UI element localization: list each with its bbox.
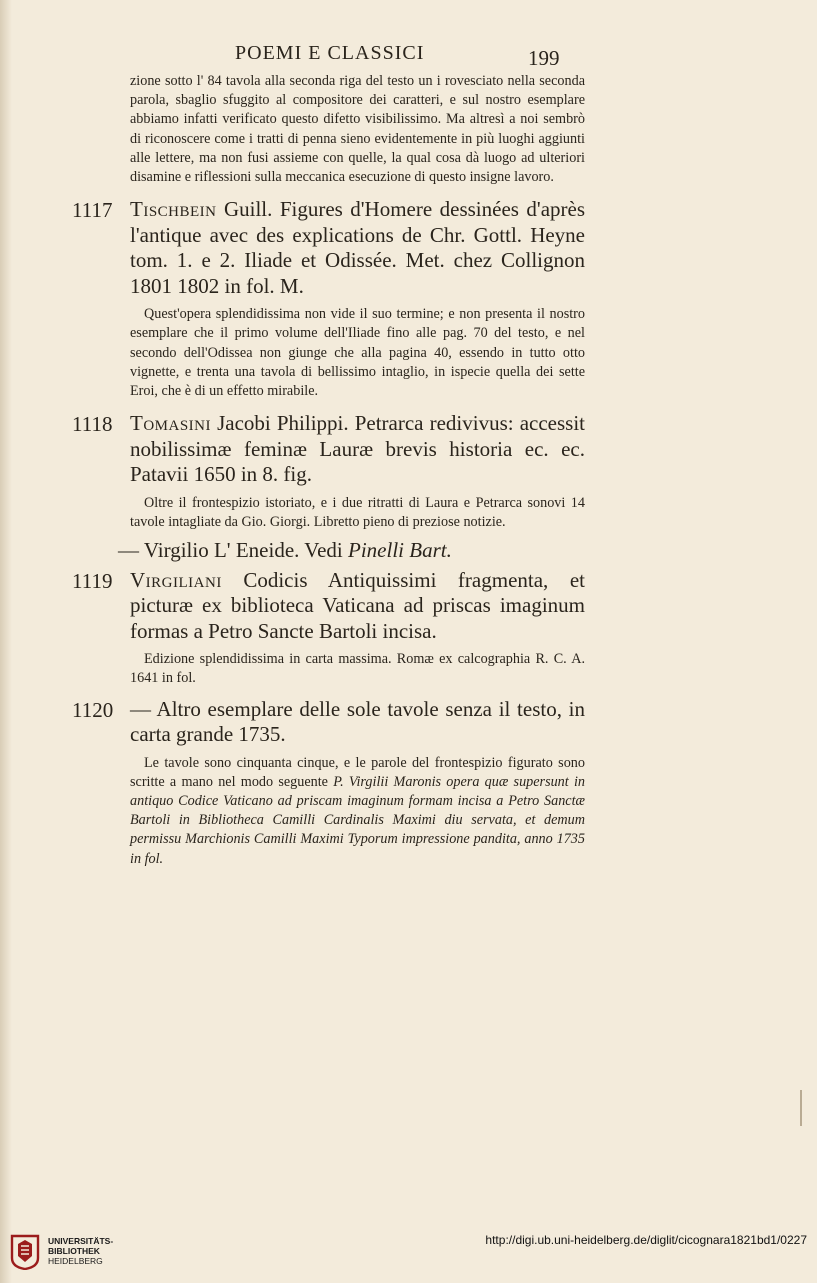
cross-reference-entry (72, 538, 592, 564)
source-url[interactable]: http://digi.ub.uni-heidelberg.de/diglit/cicognara1821bd1/0227 (485, 1233, 807, 1247)
entry-title (130, 411, 585, 488)
page-edge (0, 0, 12, 1283)
running-head (130, 42, 590, 72)
entry-note: Oltre il frontespizio istoriato, e i due ritratti di Laura e Petrarca sonovi 14 tavole intagliate da Gio. Giorgi. Libretto pieno di preziose notizie. (130, 494, 585, 530)
logo-line-3: HEIDELBERG (48, 1256, 103, 1266)
entry-number: 1120 (72, 697, 114, 722)
catalog-entry (72, 568, 592, 689)
entry-title (130, 197, 585, 299)
running-title: POEMI E CLASSICI (235, 42, 425, 64)
entry-number: 1118 (72, 412, 113, 437)
entry-note: Edizione splendidissima in carta massima. Romæ ex calcographia R. C. A. 1641 in fol. (130, 651, 585, 687)
entry-number: 1117 (72, 198, 113, 223)
entry-note: Quest'opera splendidissima non vide il suo termine; e non presenta il nostro esemplare che il primo volume dell'Iliade fino alle pag. 70 del testo, e nel secondo dell'Odissea non giunge che alla pagina 40, essendo in tutto otto vignette, e trenta una tavola di bellissimo intaglio, in ispecie quella dei sette Eroi, che è di un effetto mirabile. (130, 306, 585, 400)
logo-line-1: UNIVERSITÄTS- (48, 1236, 114, 1246)
entry-author: Tomasini (130, 411, 211, 436)
entry-title-text: Jacobi Philippi. Petrarca redivivus: accessit nobilissimæ feminæ Lauræ brevis historia ec. ec. Patavii 1650 in 8. fig. (130, 411, 585, 487)
page-number: 199 (528, 46, 560, 70)
library-logo (10, 1232, 160, 1272)
entry-title-text: Guill. Figures d'Homere dessinées d'après l'antique avec des explications de Chr. Gottl. Heyne tom. 1. e 2. Iliade et Odissée. Met. chez Collignon 1801 1802 in fol. M. (130, 197, 585, 298)
entry-title-text: Codicis Antiquissimi fragmenta, et picturæ ex biblioteca Vaticana ad priscas imaginum formas a Petro Sancte Bartoli incisa. (130, 567, 585, 643)
entry-note-text: Le tavole sono cinquanta cinque, e le parole del frontespizio figurato sono scritte a mano nel modo seguente (130, 754, 585, 790)
catalog-entry (72, 697, 592, 869)
catalog-entry (72, 411, 592, 532)
catalog-entry (72, 197, 592, 401)
library-name (48, 1236, 113, 1266)
entry-author: Virgiliani (130, 567, 222, 592)
page-content (72, 72, 592, 869)
library-seal-icon (10, 1234, 40, 1270)
entry-title (118, 538, 573, 564)
entry-title: — Altro esemplare delle sole tavole senza il testo, in carta grande 1735. (130, 696, 585, 747)
cross-reference-text: — Virgilio L' Eneide. Vedi (118, 538, 343, 563)
intro-note: zione sotto l' 84 tavola alla seconda riga del testo un i rovesciato nella seconda parola, sbaglio sfuggito al compositore dei caratteri, e sul nostro esemplare abbiamo infatti verificato questo difetto visibilissimo. Ma altresì a noi sembrò di riconoscere come i tratti di penna sieno evidentemente in più luoghi aggiunti alle lettere, ma non fusi assieme con quelle, la qual cosa dà luogo ad ulteriori disamine e riflessioni sulla meccanica esecuzione di questo insigne lavoro. (130, 73, 585, 186)
logo-line-2: BIBLIOTHEK (48, 1246, 100, 1256)
entry-title (130, 568, 585, 645)
entry-note (130, 754, 585, 869)
entry-number: 1119 (72, 568, 113, 593)
margin-mark (800, 1090, 802, 1126)
cross-reference-target: Pinelli Bart. (348, 538, 452, 563)
entry-note-quote: P. Virgilii Maronis opera quæ supersunt in antiquo Codice Vaticano ad priscam imaginum formam incisa a Petro Sanctæ Bartoli in Bibliotheca Camilli Cardinalis Maximi diu servata, et demum permissu Marchionis Camilli Maximi Typorum impressione pandita, anno 1735 in fol. (130, 773, 585, 867)
entry-author: Tischbein (130, 197, 217, 222)
